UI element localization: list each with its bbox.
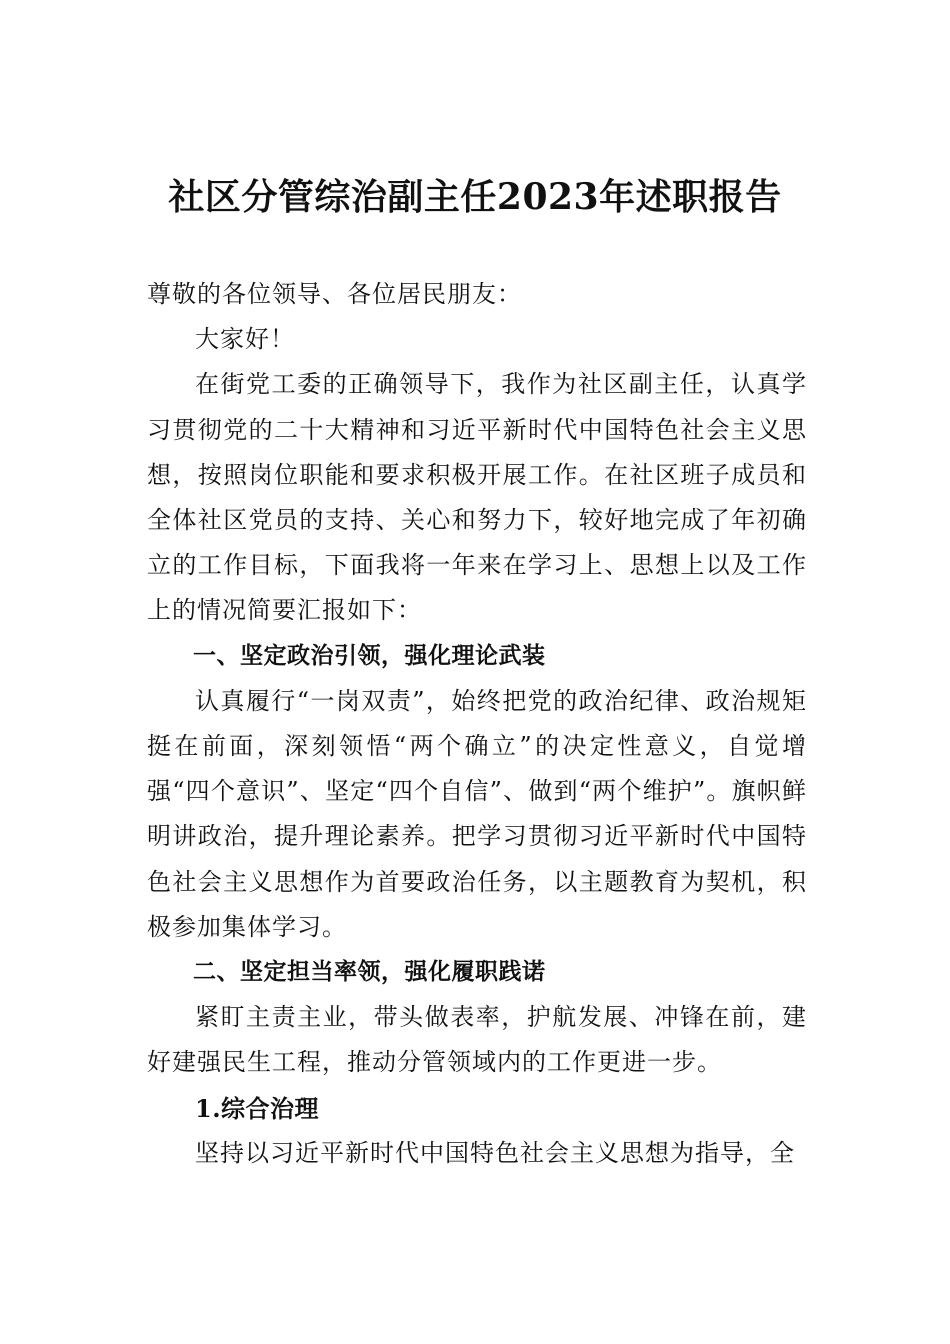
section-heading-1: 一、坚定政治引领，强化理论武装 xyxy=(193,642,546,669)
intro-paragraph: 在街党工委的正确领导下，我作为社区副主任，认真学习贯彻党的二十大精神和习近平新时代中国特色社会主义思想，按照岗位职能和要求积极开展工作。在社区班子成员和全体社区党员的支持、关心和努力下，较好地完成了年初确立的工作目标，下面我将一年来在学习上、思想上以及工作上的情况简要汇报如下： xyxy=(147,370,807,625)
subsection-heading-1: 1.综合治理 xyxy=(195,1093,320,1123)
section-paragraph-1: 认真履行“一岗双责”，始终把党的政治纪律、政治规矩挺在前面，深刻领悟“两个确立”的决定性意义，自觉增强“四个意识”、坚定“四个自信”、做到“两个维护”。旗帜鲜明讲政治，提升理论素养。把学习贯彻习近平新时代中国特色社会主义思想作为首要政治任务，以主题教育为契机，积极参加集体学习。 xyxy=(147,686,807,941)
section-paragraph-2: 紧盯主责主业，带头做表率，护航发展、冲锋在前，建好建强民生工程，推动分管领域内的工作更进一步。 xyxy=(147,1003,807,1077)
section-heading-2: 二、坚定担当率领，强化履职践诺 xyxy=(193,959,546,986)
salutation: 尊敬的各位领导、各位居民朋友： xyxy=(147,280,522,308)
document-title: 社区分管综治副主任2023年述职报告 xyxy=(168,176,782,218)
subsection-paragraph-1: 坚持以习近平新时代中国特色社会主义思想为指导，全 xyxy=(195,1138,795,1167)
greeting: 大家好！ xyxy=(195,325,295,354)
document-body xyxy=(147,272,807,1176)
